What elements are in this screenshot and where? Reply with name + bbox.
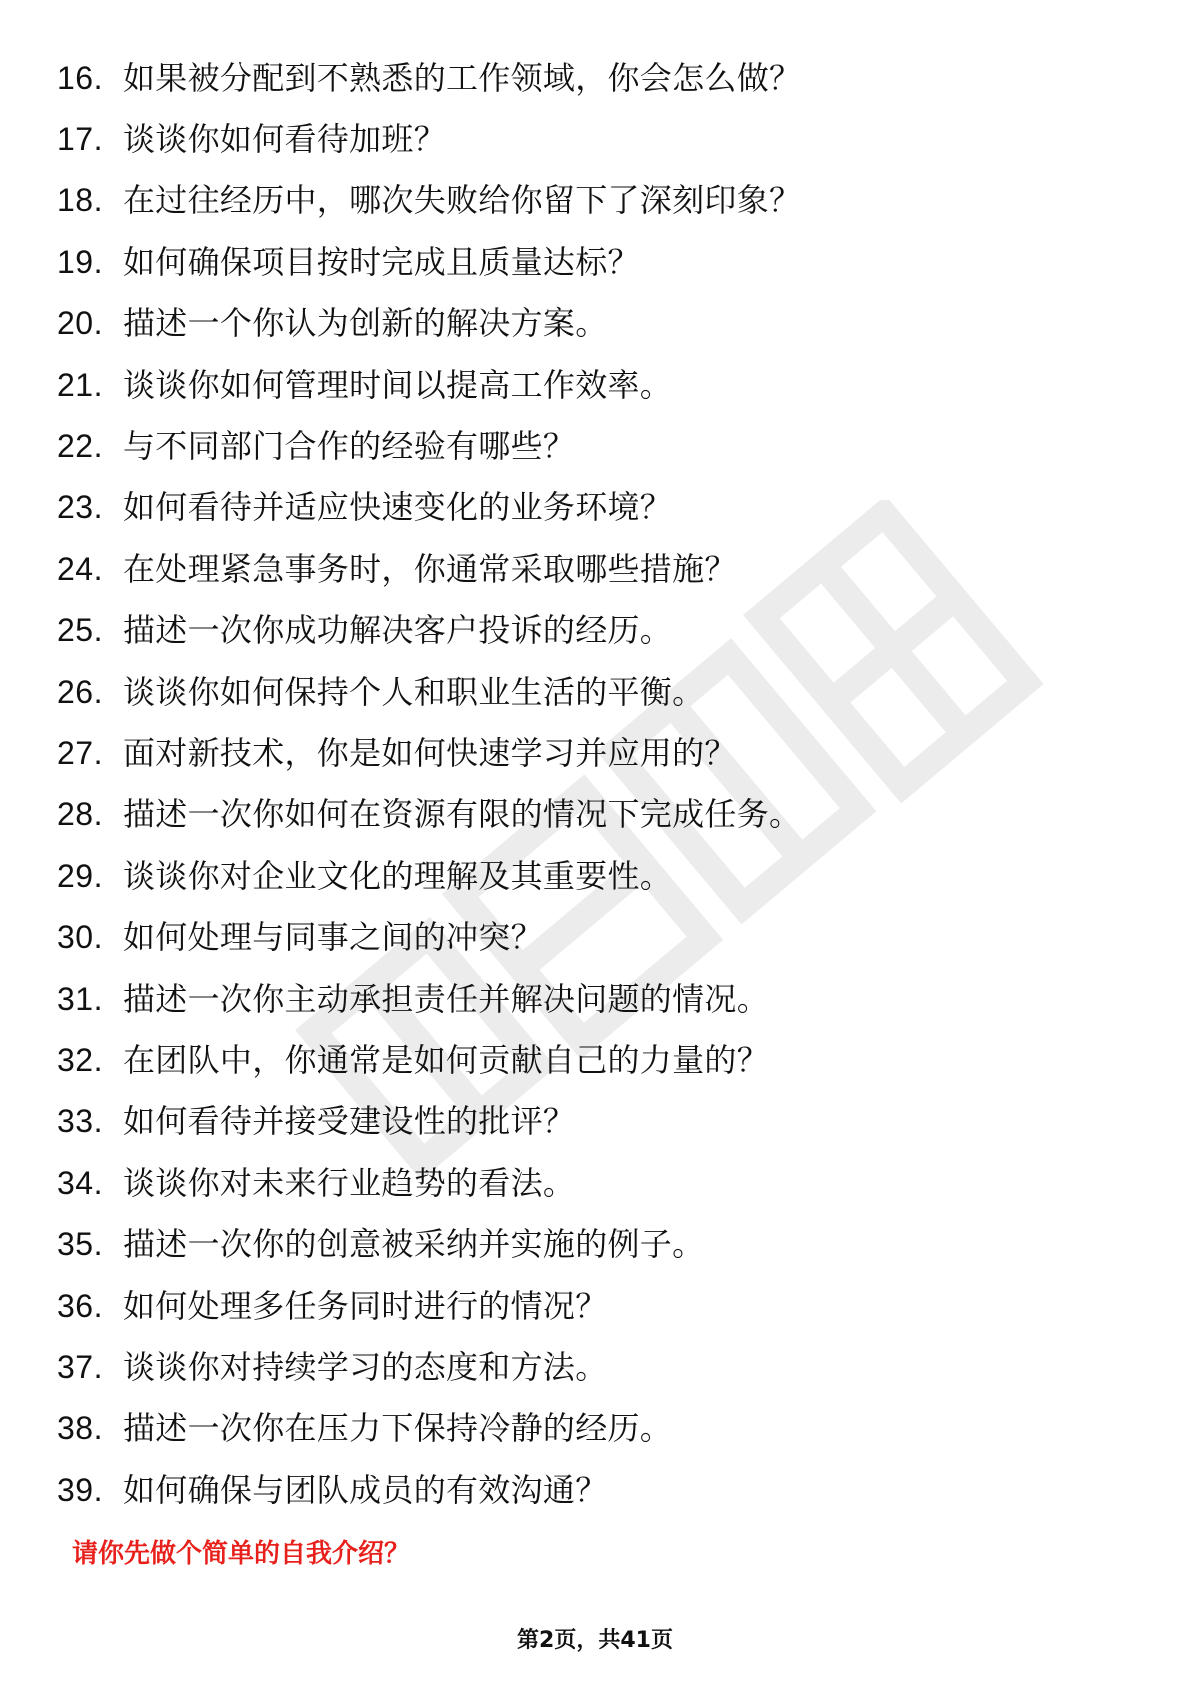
question-number: 20. <box>57 305 103 342</box>
question-number: 31. <box>57 980 103 1017</box>
question-number: 38. <box>57 1410 103 1447</box>
question-text: 与不同部门合作的经验有哪些？ <box>123 427 576 466</box>
question-text: 如何确保与团队成员的有效沟通？ <box>123 1470 608 1509</box>
self-intro-prompt: 请你先做个简单的自我介绍？ <box>72 1539 411 1569</box>
question-text: 谈谈你对企业文化的理解及其重要性。 <box>123 856 673 895</box>
question-number: 29. <box>57 857 103 894</box>
question-number: 21. <box>57 366 103 403</box>
question-item <box>0 1029 801 1090</box>
question-number: 28. <box>57 796 103 833</box>
question-item <box>0 784 801 845</box>
question-item <box>0 231 801 292</box>
question-text: 如何处理多任务同时进行的情况？ <box>123 1286 608 1325</box>
question-item <box>0 600 801 661</box>
question-item <box>0 661 801 722</box>
question-item <box>0 1459 801 1520</box>
question-text: 谈谈你对持续学习的态度和方法。 <box>123 1347 608 1386</box>
question-text: 谈谈你如何保持个人和职业生活的平衡。 <box>123 672 705 711</box>
question-text: 如何确保项目按时完成且质量达标？ <box>123 242 640 281</box>
question-text: 在团队中，你通常是如何贡献自己的力量的？ <box>123 1040 770 1079</box>
question-number: 34. <box>57 1164 103 1201</box>
question-number: 30. <box>57 919 103 956</box>
question-item <box>0 722 801 783</box>
question-number: 27. <box>57 734 103 771</box>
question-text: 描述一次你如何在资源有限的情况下完成任务。 <box>123 795 802 834</box>
question-item <box>0 415 801 476</box>
question-text: 如何看待并适应快速变化的业务环境？ <box>123 488 673 527</box>
page-number: 第2页，共41页 <box>517 1628 673 1653</box>
question-number: 26. <box>57 673 103 710</box>
question-number: 37. <box>57 1348 103 1385</box>
question-number: 22. <box>57 428 103 465</box>
question-text: 在过往经历中，哪次失败给你留下了深刻印象？ <box>123 181 802 220</box>
question-number: 39. <box>57 1471 103 1508</box>
question-item <box>0 477 801 538</box>
question-number: 16. <box>57 59 103 96</box>
question-item <box>0 968 801 1029</box>
question-text: 谈谈你对未来行业趋势的看法。 <box>123 1163 576 1202</box>
question-text: 描述一次你主动承担责任并解决问题的情况。 <box>123 979 770 1018</box>
question-number: 25. <box>57 612 103 649</box>
question-text: 描述一次你的创意被采纳并实施的例子。 <box>123 1225 705 1264</box>
question-item <box>0 354 801 415</box>
question-text: 描述一个你认为创新的解决方案。 <box>123 304 608 343</box>
question-text: 如何看待并接受建设性的批评？ <box>123 1102 576 1141</box>
question-text: 在处理紧急事务时，你通常采取哪些措施？ <box>123 549 737 588</box>
question-text: 如果被分配到不熟悉的工作领域，你会怎么做？ <box>123 58 802 97</box>
question-item <box>0 1091 801 1152</box>
question-number: 33. <box>57 1103 103 1140</box>
question-text: 谈谈你如何看待加班？ <box>123 120 447 159</box>
question-text: 描述一次你在压力下保持冷静的经历。 <box>123 1409 673 1448</box>
question-item <box>0 538 801 599</box>
question-number: 18. <box>57 182 103 219</box>
question-list <box>0 47 801 1520</box>
question-item <box>0 1152 801 1213</box>
question-text: 描述一次你成功解决客户投诉的经历。 <box>123 611 673 650</box>
question-number: 24. <box>57 550 103 587</box>
question-item <box>0 47 801 108</box>
question-number: 17. <box>57 121 103 158</box>
question-item <box>0 906 801 967</box>
question-item <box>0 108 801 169</box>
question-item <box>0 1336 801 1397</box>
question-item <box>0 845 801 906</box>
question-number: 23. <box>57 489 103 526</box>
question-item <box>0 293 801 354</box>
question-number: 32. <box>57 1041 103 1078</box>
question-text: 如何处理与同事之间的冲突？ <box>123 918 543 957</box>
question-item <box>0 170 801 231</box>
question-text: 谈谈你如何管理时间以提高工作效率。 <box>123 365 673 404</box>
question-item <box>0 1213 801 1274</box>
question-number: 35. <box>57 1226 103 1263</box>
question-number: 19. <box>57 243 103 280</box>
question-item <box>0 1275 801 1336</box>
question-text: 面对新技术，你是如何快速学习并应用的？ <box>123 733 737 772</box>
question-item <box>0 1398 801 1459</box>
question-number: 36. <box>57 1287 103 1324</box>
